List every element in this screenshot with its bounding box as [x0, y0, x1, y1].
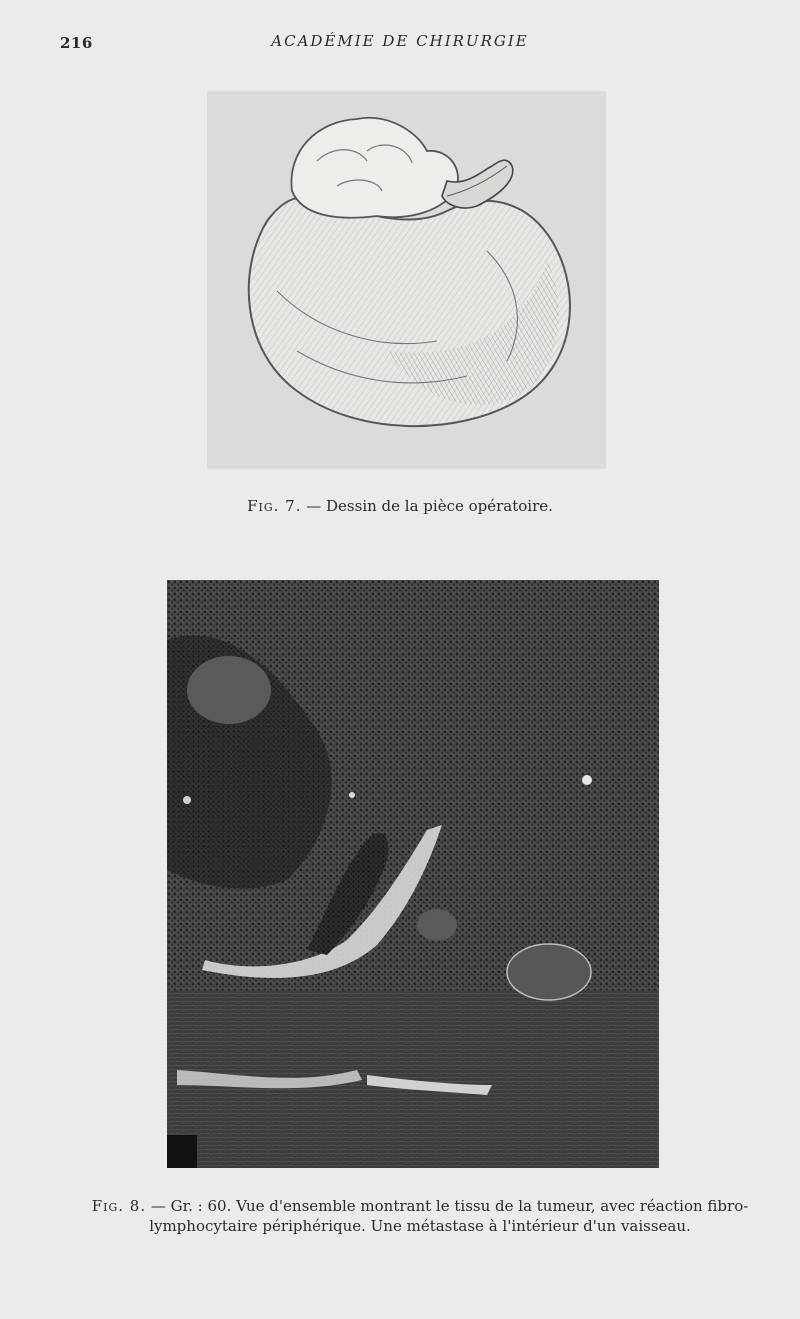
running-head: ACADÉMIE DE CHIRURGIE: [271, 32, 529, 50]
figure-7-drawing: [207, 91, 606, 469]
figure-7-caption: [0, 496, 800, 516]
figure-8-micrograph: [167, 580, 659, 1168]
histology-micrograph: [167, 580, 659, 1168]
figure-7-label: Fig. 7.: [247, 497, 302, 515]
specimen-drawing: [207, 91, 606, 469]
figure-8-caption: [80, 1196, 760, 1236]
figure-8-label: Fig. 8.: [91, 1197, 147, 1215]
figure-8-caption-text: — Gr. : 60. Vue d'ensemble montrant le tissu de la tumeur, avec réaction fibro-lymphocytaire périphérique. Une métastase à l'intérieur d'un vaisseau.: [149, 1197, 749, 1235]
figure-7-caption-text: — Dessin de la pièce opératoire.: [306, 497, 553, 515]
page-number: 216: [60, 34, 93, 52]
